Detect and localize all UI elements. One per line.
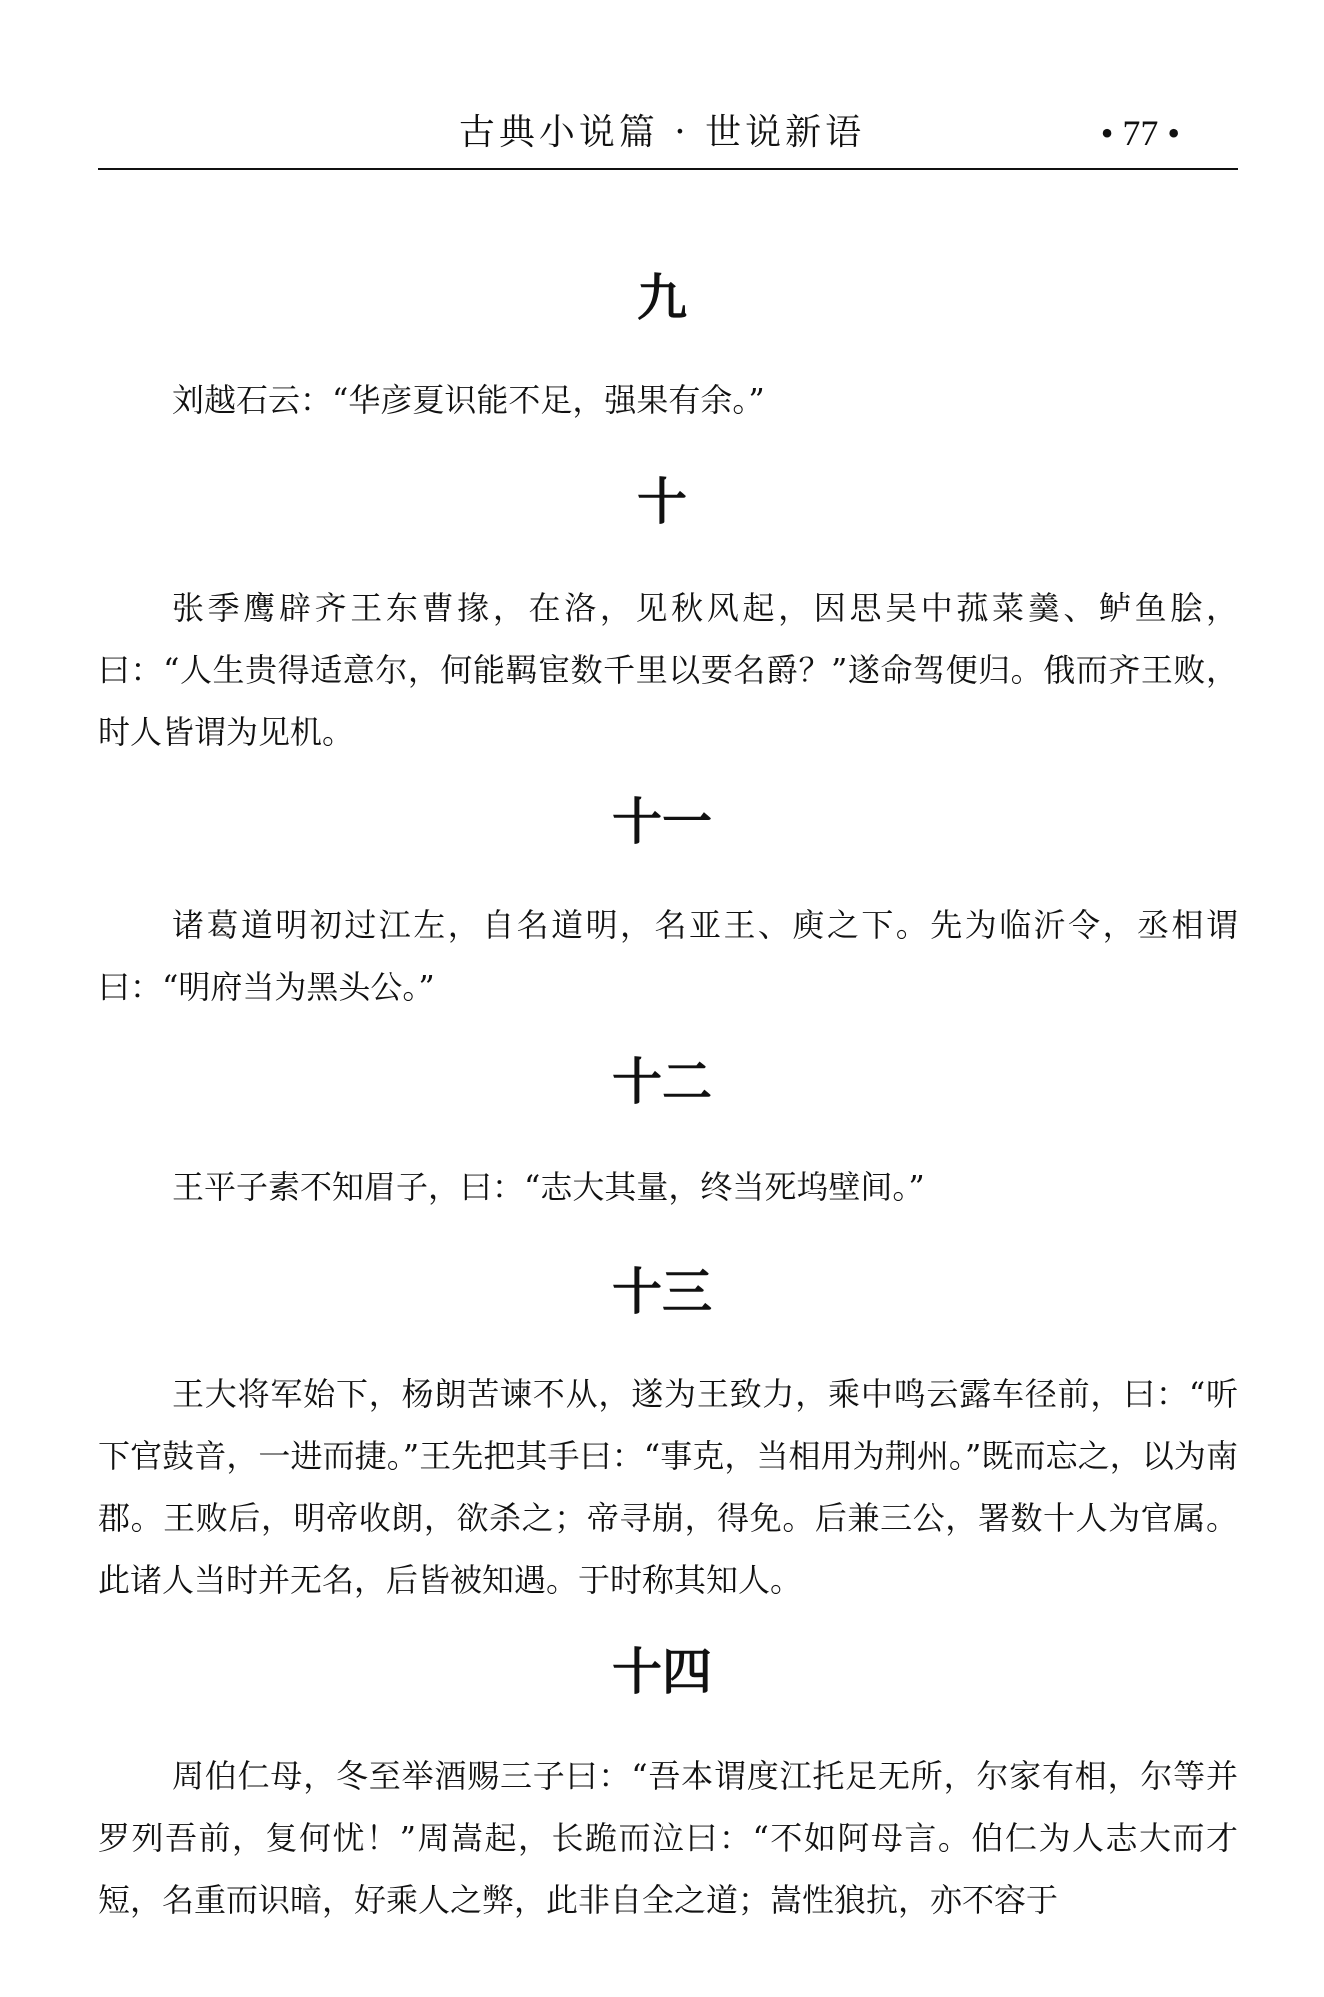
section-text-9: 刘越石云：“华彦夏识能不足，强果有余。” xyxy=(172,381,765,419)
section-heading-10: 十 xyxy=(637,473,687,531)
section-text-14: 周伯仁母，冬至举酒赐三子曰：“吾本谓度江托足无所，尔家有相，尔等并罗列吾前，复何忧！”周嵩起，长跪而泣曰：“不如阿母言。伯仁为人志大而才短，名重而识暗，好乘人之弊，此非自全之道；嵩性狼抗，亦不容于 xyxy=(98,1757,1238,1919)
section-heading-13: 十三 xyxy=(612,1263,712,1321)
header-rule xyxy=(98,168,1238,170)
page-header xyxy=(0,108,1324,168)
section-text-10: 张季鹰辟齐王东曹掾，在洛，见秋风起，因思吴中菰菜羹、鲈鱼脍，曰：“人生贵得适意尔，何能羁宦数千里以要名爵？”遂命驾便归。俄而齐王败，时人皆谓为见机。 xyxy=(98,589,1238,751)
section-heading-9: 九 xyxy=(637,269,687,327)
section-text-11: 诸葛道明初过江左，自名道明，名亚王、庾之下。先为临沂令，丞相谓曰：“明府当为黑头公。” xyxy=(98,906,1238,1006)
page-number: • 77 • xyxy=(1100,113,1180,153)
section-text-12: 王平子素不知眉子，曰：“志大其量，终当死坞壁间。” xyxy=(172,1168,925,1206)
section-heading-11: 十一 xyxy=(612,793,712,851)
section-text-13: 王大将军始下，杨朗苦谏不从，遂为王致力，乘中鸣云露车径前，曰：“听下官鼓音，一进而捷。”王先把其手曰：“事克，当相用为荆州。”既而忘之，以为南郡。王败后，明帝收朗，欲杀之；帝寻崩，得免。后兼三公，署数十人为官属。此诸人当时并无名，后皆被知遇。于时称其知人。 xyxy=(98,1375,1238,1599)
section-heading-14: 十四 xyxy=(612,1643,712,1701)
running-head: 古典小说篇 · 世说新语 xyxy=(458,112,866,153)
section-heading-12: 十二 xyxy=(612,1053,712,1111)
